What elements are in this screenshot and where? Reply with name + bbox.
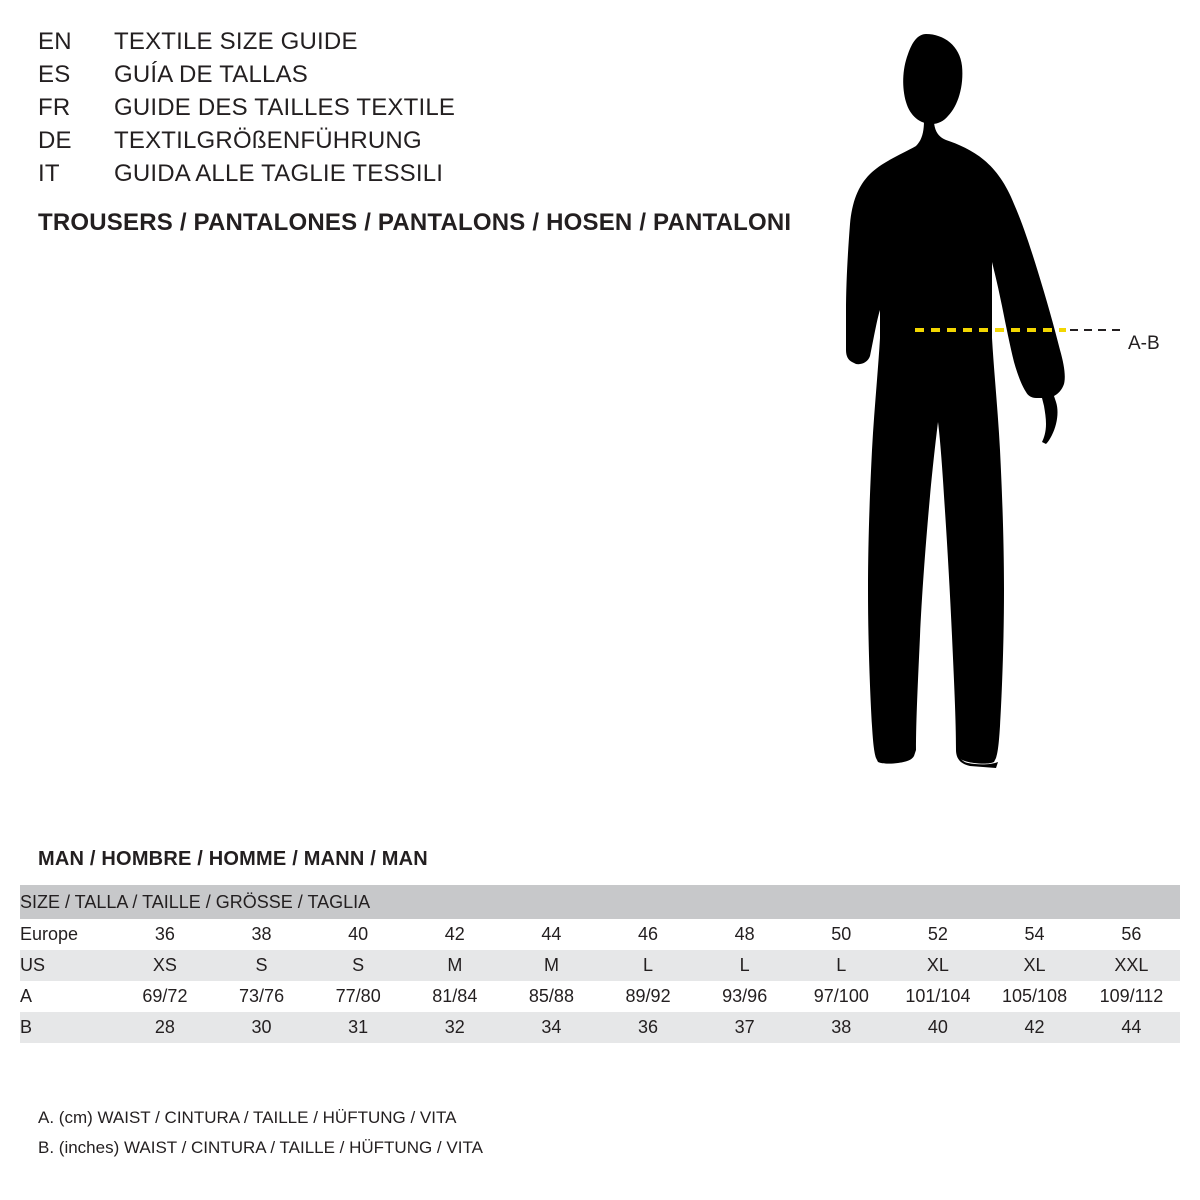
language-code: DE — [38, 127, 72, 154]
table-cell: 32 — [407, 1012, 504, 1043]
table-cell: 34 — [503, 1012, 600, 1043]
table-row — [20, 919, 1180, 950]
language-code: FR — [38, 94, 71, 121]
language-code: IT — [38, 160, 60, 187]
table-cell: 109/112 — [1083, 981, 1180, 1012]
table-cell: 52 — [890, 919, 987, 950]
table-cell: 101/104 — [890, 981, 987, 1012]
language-title: GUIDA ALLE TAGLIE TESSILI — [114, 160, 444, 187]
header-language-block — [38, 28, 818, 237]
table-cell: 37 — [696, 1012, 793, 1043]
table-cell: 28 — [117, 1012, 214, 1043]
table-group-title: MAN / HOMBRE / HOMME / MANN / MAN — [38, 848, 428, 870]
table-cell: 85/88 — [503, 981, 600, 1012]
table-cell: XS — [117, 950, 214, 981]
table-cell: 50 — [793, 919, 890, 950]
table-header-row — [20, 885, 1180, 919]
table-row — [20, 981, 1180, 1012]
table-cell: 40 — [310, 919, 407, 950]
table-cell: 54 — [986, 919, 1083, 950]
table-cell: S — [213, 950, 310, 981]
language-code: EN — [38, 28, 72, 55]
figure-illustration — [820, 20, 1200, 810]
table-cell: XL — [890, 950, 987, 981]
table-cell: 93/96 — [696, 981, 793, 1012]
footnotes-block — [38, 1108, 483, 1168]
table-cell: 56 — [1083, 919, 1180, 950]
table-cell: 38 — [793, 1012, 890, 1043]
table-cell: 42 — [407, 919, 504, 950]
measurement-label-ab: A-B — [1128, 333, 1160, 354]
language-title: TEXTILE SIZE GUIDE — [114, 28, 358, 55]
language-row-en — [38, 28, 818, 61]
language-row-es — [38, 61, 818, 94]
table-cell: 38 — [213, 919, 310, 950]
table-cell: L — [600, 950, 697, 981]
row-label: Europe — [20, 919, 117, 950]
table-row — [20, 1012, 1180, 1043]
table-cell: 77/80 — [310, 981, 407, 1012]
table-cell: 73/76 — [213, 981, 310, 1012]
table-cell: 30 — [213, 1012, 310, 1043]
table-cell: 97/100 — [793, 981, 890, 1012]
table-cell: 81/84 — [407, 981, 504, 1012]
table-cell: 89/92 — [600, 981, 697, 1012]
table-cell: XL — [986, 950, 1083, 981]
garment-type-title: TROUSERS / PANTALONES / PANTALONS / HOSEN / PANTALONI — [38, 209, 792, 236]
table-cell: 42 — [986, 1012, 1083, 1043]
table-cell: 36 — [600, 1012, 697, 1043]
footnote-a: A. (cm) WAIST / CINTURA / TAILLE / HÜFTUNG / VITA — [38, 1108, 457, 1127]
table-cell: XXL — [1083, 950, 1180, 981]
table-cell: 44 — [1083, 1012, 1180, 1043]
table-cell: M — [407, 950, 504, 981]
row-label: B — [20, 1012, 117, 1043]
table-cell: 69/72 — [117, 981, 214, 1012]
table-cell: L — [793, 950, 890, 981]
footnote-b: B. (inches) WAIST / CINTURA / TAILLE / HÜFTUNG / VITA — [38, 1138, 483, 1157]
table-cell: 48 — [696, 919, 793, 950]
table-cell: 36 — [117, 919, 214, 950]
language-code: ES — [38, 61, 71, 88]
language-title: GUÍA DE TALLAS — [114, 61, 308, 88]
language-row-fr — [38, 94, 818, 127]
row-label: US — [20, 950, 117, 981]
table-row — [20, 950, 1180, 981]
size-table — [20, 885, 1180, 1043]
table-header-label: SIZE / TALLA / TAILLE / GRÖSSE / TAGLIA — [20, 885, 1180, 919]
table-cell: 31 — [310, 1012, 407, 1043]
size-table-section — [0, 848, 1200, 1043]
language-row-de — [38, 127, 818, 160]
table-cell: 105/108 — [986, 981, 1083, 1012]
table-cell: 40 — [890, 1012, 987, 1043]
table-cell: 44 — [503, 919, 600, 950]
language-title: TEXTILGRÖßENFÜHRUNG — [114, 127, 422, 154]
row-label: A — [20, 981, 117, 1012]
table-cell: S — [310, 950, 407, 981]
table-cell: 46 — [600, 919, 697, 950]
table-cell: L — [696, 950, 793, 981]
male-silhouette-icon — [820, 20, 1200, 810]
language-title: GUIDE DES TAILLES TEXTILE — [114, 94, 456, 121]
language-row-it — [38, 160, 818, 193]
table-cell: M — [503, 950, 600, 981]
